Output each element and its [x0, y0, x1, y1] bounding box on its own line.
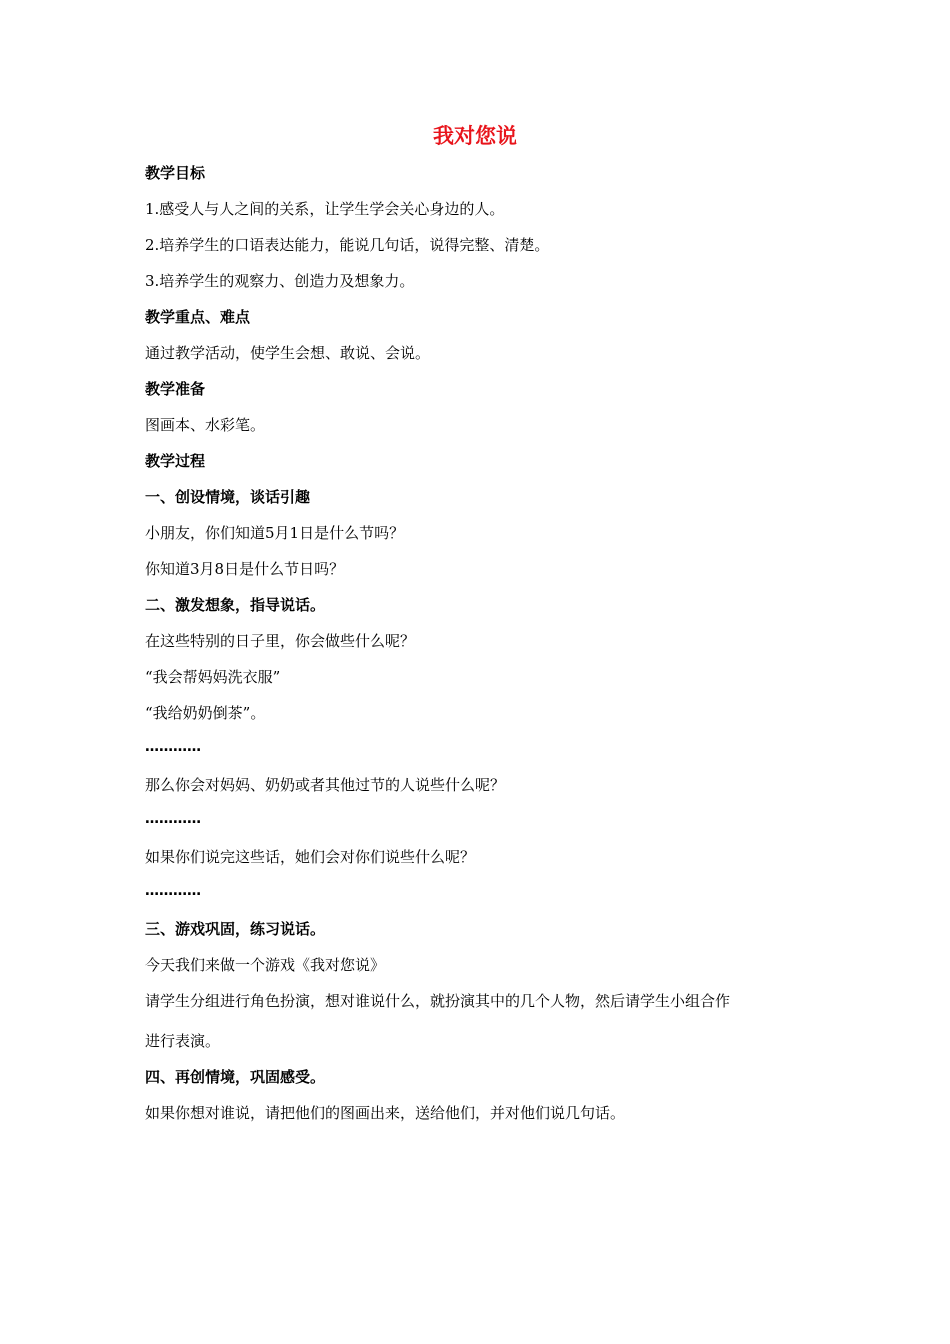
paragraph: 2.培养学生的口语表达能力，能说几句话，说得完整、清楚。	[145, 236, 550, 254]
paragraph: 如果你们说完这些话，她们会对你们说些什么呢？	[145, 848, 476, 866]
paragraph: 通过教学活动，使学生会想、敢说、会说。	[145, 344, 431, 362]
section-heading-preparation: 教学准备	[145, 380, 206, 398]
paragraph: 你知道3月8日是什么节日吗？	[145, 560, 345, 578]
quote-line: “我给奶奶倒茶”。	[145, 704, 266, 722]
paragraph: 进行表演。	[145, 1032, 221, 1050]
paragraph: 请学生分组进行角色扮演，想对谁说什么，就扮演其中的几个人物，然后请学生小组合作	[145, 992, 731, 1010]
paragraph: 3.培养学生的观察力、创造力及想象力。	[145, 272, 415, 290]
paragraph: 如果你想对谁说，请把他们的图画出来，送给他们，并对他们说几句话。	[145, 1104, 626, 1122]
ellipsis-line: …………	[145, 883, 201, 899]
paragraph: 图画本、水彩笔。	[145, 416, 266, 434]
paragraph: 在这些特别的日子里，你会做些什么呢？	[145, 632, 416, 650]
section-heading-key-points: 教学重点、难点	[145, 308, 251, 326]
ellipsis-line: …………	[145, 811, 201, 827]
section-heading-process: 教学过程	[145, 452, 206, 470]
step-heading-4: 四、再创情境，巩固感受。	[145, 1068, 326, 1086]
section-heading-objectives: 教学目标	[145, 164, 206, 182]
paragraph: 小朋友，你们知道5月1日是什么节吗？	[145, 524, 405, 542]
step-heading-3: 三、游戏巩固，练习说话。	[145, 920, 326, 938]
step-heading-2: 二、激发想象，指导说话。	[145, 596, 326, 614]
paragraph: 1.感受人与人之间的关系，让学生学会关心身边的人。	[145, 200, 505, 218]
document-title: 我对您说	[433, 124, 517, 148]
paragraph: 今天我们来做一个游戏《我对您说》	[145, 956, 386, 974]
ellipsis-line: …………	[145, 739, 201, 755]
quote-line: “我会帮妈妈洗衣服”	[145, 668, 281, 686]
paragraph: 那么你会对妈妈、奶奶或者其他过节的人说些什么呢？	[145, 776, 506, 794]
step-heading-1: 一、创设情境，谈话引趣	[145, 488, 311, 506]
